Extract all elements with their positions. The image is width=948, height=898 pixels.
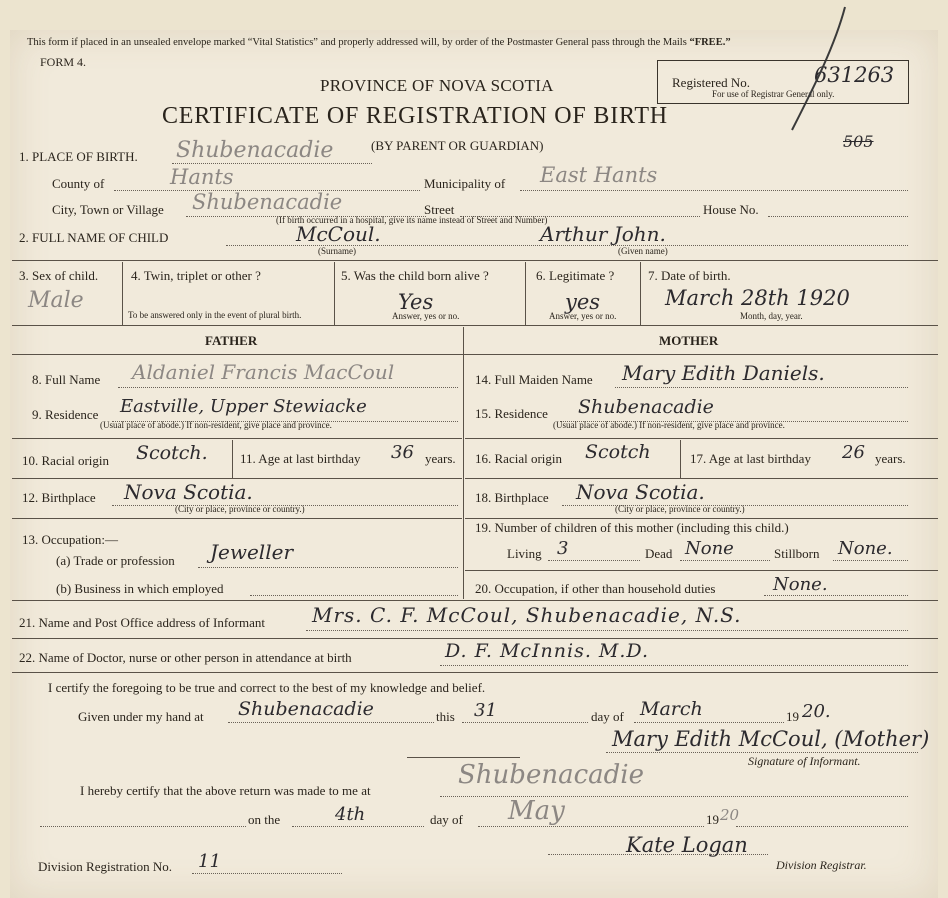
registrar-signature-label: Division Registrar. [776,858,867,872]
given-name-note: (Given name) [618,246,668,256]
registrar-general-note: For use of Registrar General only. [712,89,835,99]
mother-years-label: years. [875,451,906,466]
street-label: Street [424,202,455,217]
father-heading: FATHER [205,333,258,348]
father-residence-label: 9. Residence [32,407,99,422]
postal-notice [27,37,731,48]
certify-statement: I certify the foregoing to be true and correct to the best of my knowledge and belief. [48,680,486,695]
child-name-label: 2. FULL NAME OF CHILD [19,230,169,245]
father-birthplace-value: Nova Scotia. [124,480,253,504]
trade-value: Jeweller [210,540,293,564]
city-label: City, Town or Village [52,202,164,217]
certify-year-value: 20. [802,701,831,722]
house-number-label: House No. [703,202,759,217]
registered-number: 631263 [814,63,895,87]
father-years-label: years. [425,451,456,466]
legitimate-value: yes [565,290,601,314]
informant-label: 21. Name and Post Office address of Informant [19,615,265,630]
surname-note: (Surname) [318,246,356,256]
mother-race-value: Scotch [585,441,651,463]
twin-label: 4. Twin, triplet or other ? [131,268,261,283]
legitimate-note: Answer, yes or no. [549,311,617,321]
mother-birthplace-note: (City or place, province or country.) [615,504,745,514]
father-age-label: 11. Age at last birthday [240,451,361,466]
registrar-on-label: on the [248,812,281,827]
certify-dayof-label: day of [591,709,624,724]
father-birthplace-note: (City or place, province or country.) [175,504,305,514]
registrar-year-value: 20 [720,806,740,824]
certify-year-prefix: 19 [786,709,799,724]
registered-label: Registered No. [672,75,750,90]
county-value: Hants [170,165,234,189]
this-label: this [436,709,455,724]
mother-name-label: 14. Full Maiden Name [475,372,593,387]
father-birthplace-label: 12. Birthplace [22,490,96,505]
division-number-value: 11 [198,851,221,872]
page-title: CERTIFICATE OF REGISTRATION OF BIRTH [162,103,668,129]
date-of-birth-label: 7. Date of birth. [648,268,731,283]
legitimate-label: 6. Legitimate ? [536,268,615,283]
free-mark: “FREE.” [689,37,731,48]
by-parent-note: (BY PARENT OR GUARDIAN) [371,138,544,153]
father-name-label: 8. Full Name [32,372,101,387]
child-given-name: Arthur John. [540,222,666,246]
child-surname: McCoul. [296,222,381,246]
mother-residence-value: Shubenacadie [578,396,714,418]
mother-race-label: 16. Racial origin [475,451,563,466]
registrar-signature: Kate Logan [626,833,748,857]
father-occupation-label: 13. Occupation:— [22,532,119,547]
place-of-birth-label: 1. PLACE OF BIRTH. [19,149,138,164]
informant-signature-label: Signature of Informant. [748,754,861,768]
mother-name-value: Mary Edith Daniels. [622,361,825,385]
alive-label: 5. Was the child born alive ? [341,268,489,283]
father-name-value: Aldaniel Francis MacCoul [132,360,395,384]
mother-birthplace-label: 18. Birthplace [475,490,549,505]
date-of-birth-note: Month, day, year. [740,311,803,321]
mother-birthplace-value: Nova Scotia. [576,480,705,504]
county-label: County of [52,176,105,191]
informant-signature: Mary Edith McCoul, (Mother) [612,727,930,751]
given-under-label: Given under my hand at [78,709,204,724]
municipality-label: Municipality of [424,176,506,191]
mother-age-label: 17. Age at last birthday [690,451,811,466]
crossed-number: 505 [843,132,874,151]
postal-notice-text: This form if placed in an unsealed envelope marked “Vital Statistics” and properly addressed will, by order of the Postmaster General pass through the Mails [27,37,687,48]
doctor-label: 22. Name of Doctor, nurse or other person in attendance at birth [19,650,352,665]
given-place-value: Shubenacadie [238,698,374,720]
mother-residence-label: 15. Residence [475,406,548,421]
informant-value: Mrs. C. F. McCoul, Shubenacadie, N.S. [312,603,742,627]
dead-label: Dead [645,546,673,561]
trade-label: (a) Trade or profession [56,553,175,568]
father-age-value: 36 [391,442,414,463]
alive-value: Yes [398,290,434,314]
living-label: Living [507,546,542,561]
sex-label: 3. Sex of child. [19,268,99,283]
father-race-value: Scotch. [136,442,208,464]
twin-note: To be answered only in the event of plural birth. [128,310,302,320]
registrar-month-value: May [508,796,565,826]
date-of-birth-value: March 28th 1920 [665,286,850,310]
certify-day-value: 31 [474,700,497,721]
city-value: Shubenacadie [192,190,343,214]
province-heading: PROVINCE OF NOVA SCOTIA [320,76,554,95]
mother-heading: MOTHER [659,333,719,348]
place-of-birth-value: Shubenacadie [176,138,334,163]
hospital-note: (If birth occurred in a hospital, give its name instead of Street and Number) [276,215,548,225]
registrar-dayof-label: day of [430,812,463,827]
stillborn-label: Stillborn [774,546,820,561]
sex-value: Male [28,288,84,313]
dead-value: None [685,538,734,559]
doctor-value: D. F. McInnis. M.D. [445,640,650,662]
living-value: 3 [557,538,569,559]
mother-occupation-value: None. [773,574,828,595]
father-residence-value: Eastville, Upper Stewiacke [120,396,367,417]
business-label: (b) Business in which employed [56,581,224,596]
children-count-label: 19. Number of children of this mother (including this child.) [475,520,789,535]
registrar-place-value: Shubenacadie [458,760,644,790]
alive-note: Answer, yes or no. [392,311,460,321]
mother-residence-note: (Usual place of abode.) If non-resident, give place and province. [553,420,785,430]
stillborn-value: None. [838,538,893,559]
mother-age-value: 26 [842,442,865,463]
registrar-statement: I hereby certify that the above return was made to me at [80,783,371,798]
form-number: FORM 4. [40,55,87,69]
father-race-label: 10. Racial origin [22,453,110,468]
mother-occupation-label: 20. Occupation, if other than household duties [475,581,716,596]
certify-month-value: March [640,698,703,720]
father-residence-note: (Usual place of abode.) If non-resident, give place and province. [100,420,332,430]
registrar-year-prefix: 19 [706,812,719,827]
division-number-label: Division Registration No. [38,859,172,874]
registrar-day-value: 4th [335,804,366,825]
pencil-mark-icon [780,5,860,135]
municipality-value: East Hants [540,163,658,187]
